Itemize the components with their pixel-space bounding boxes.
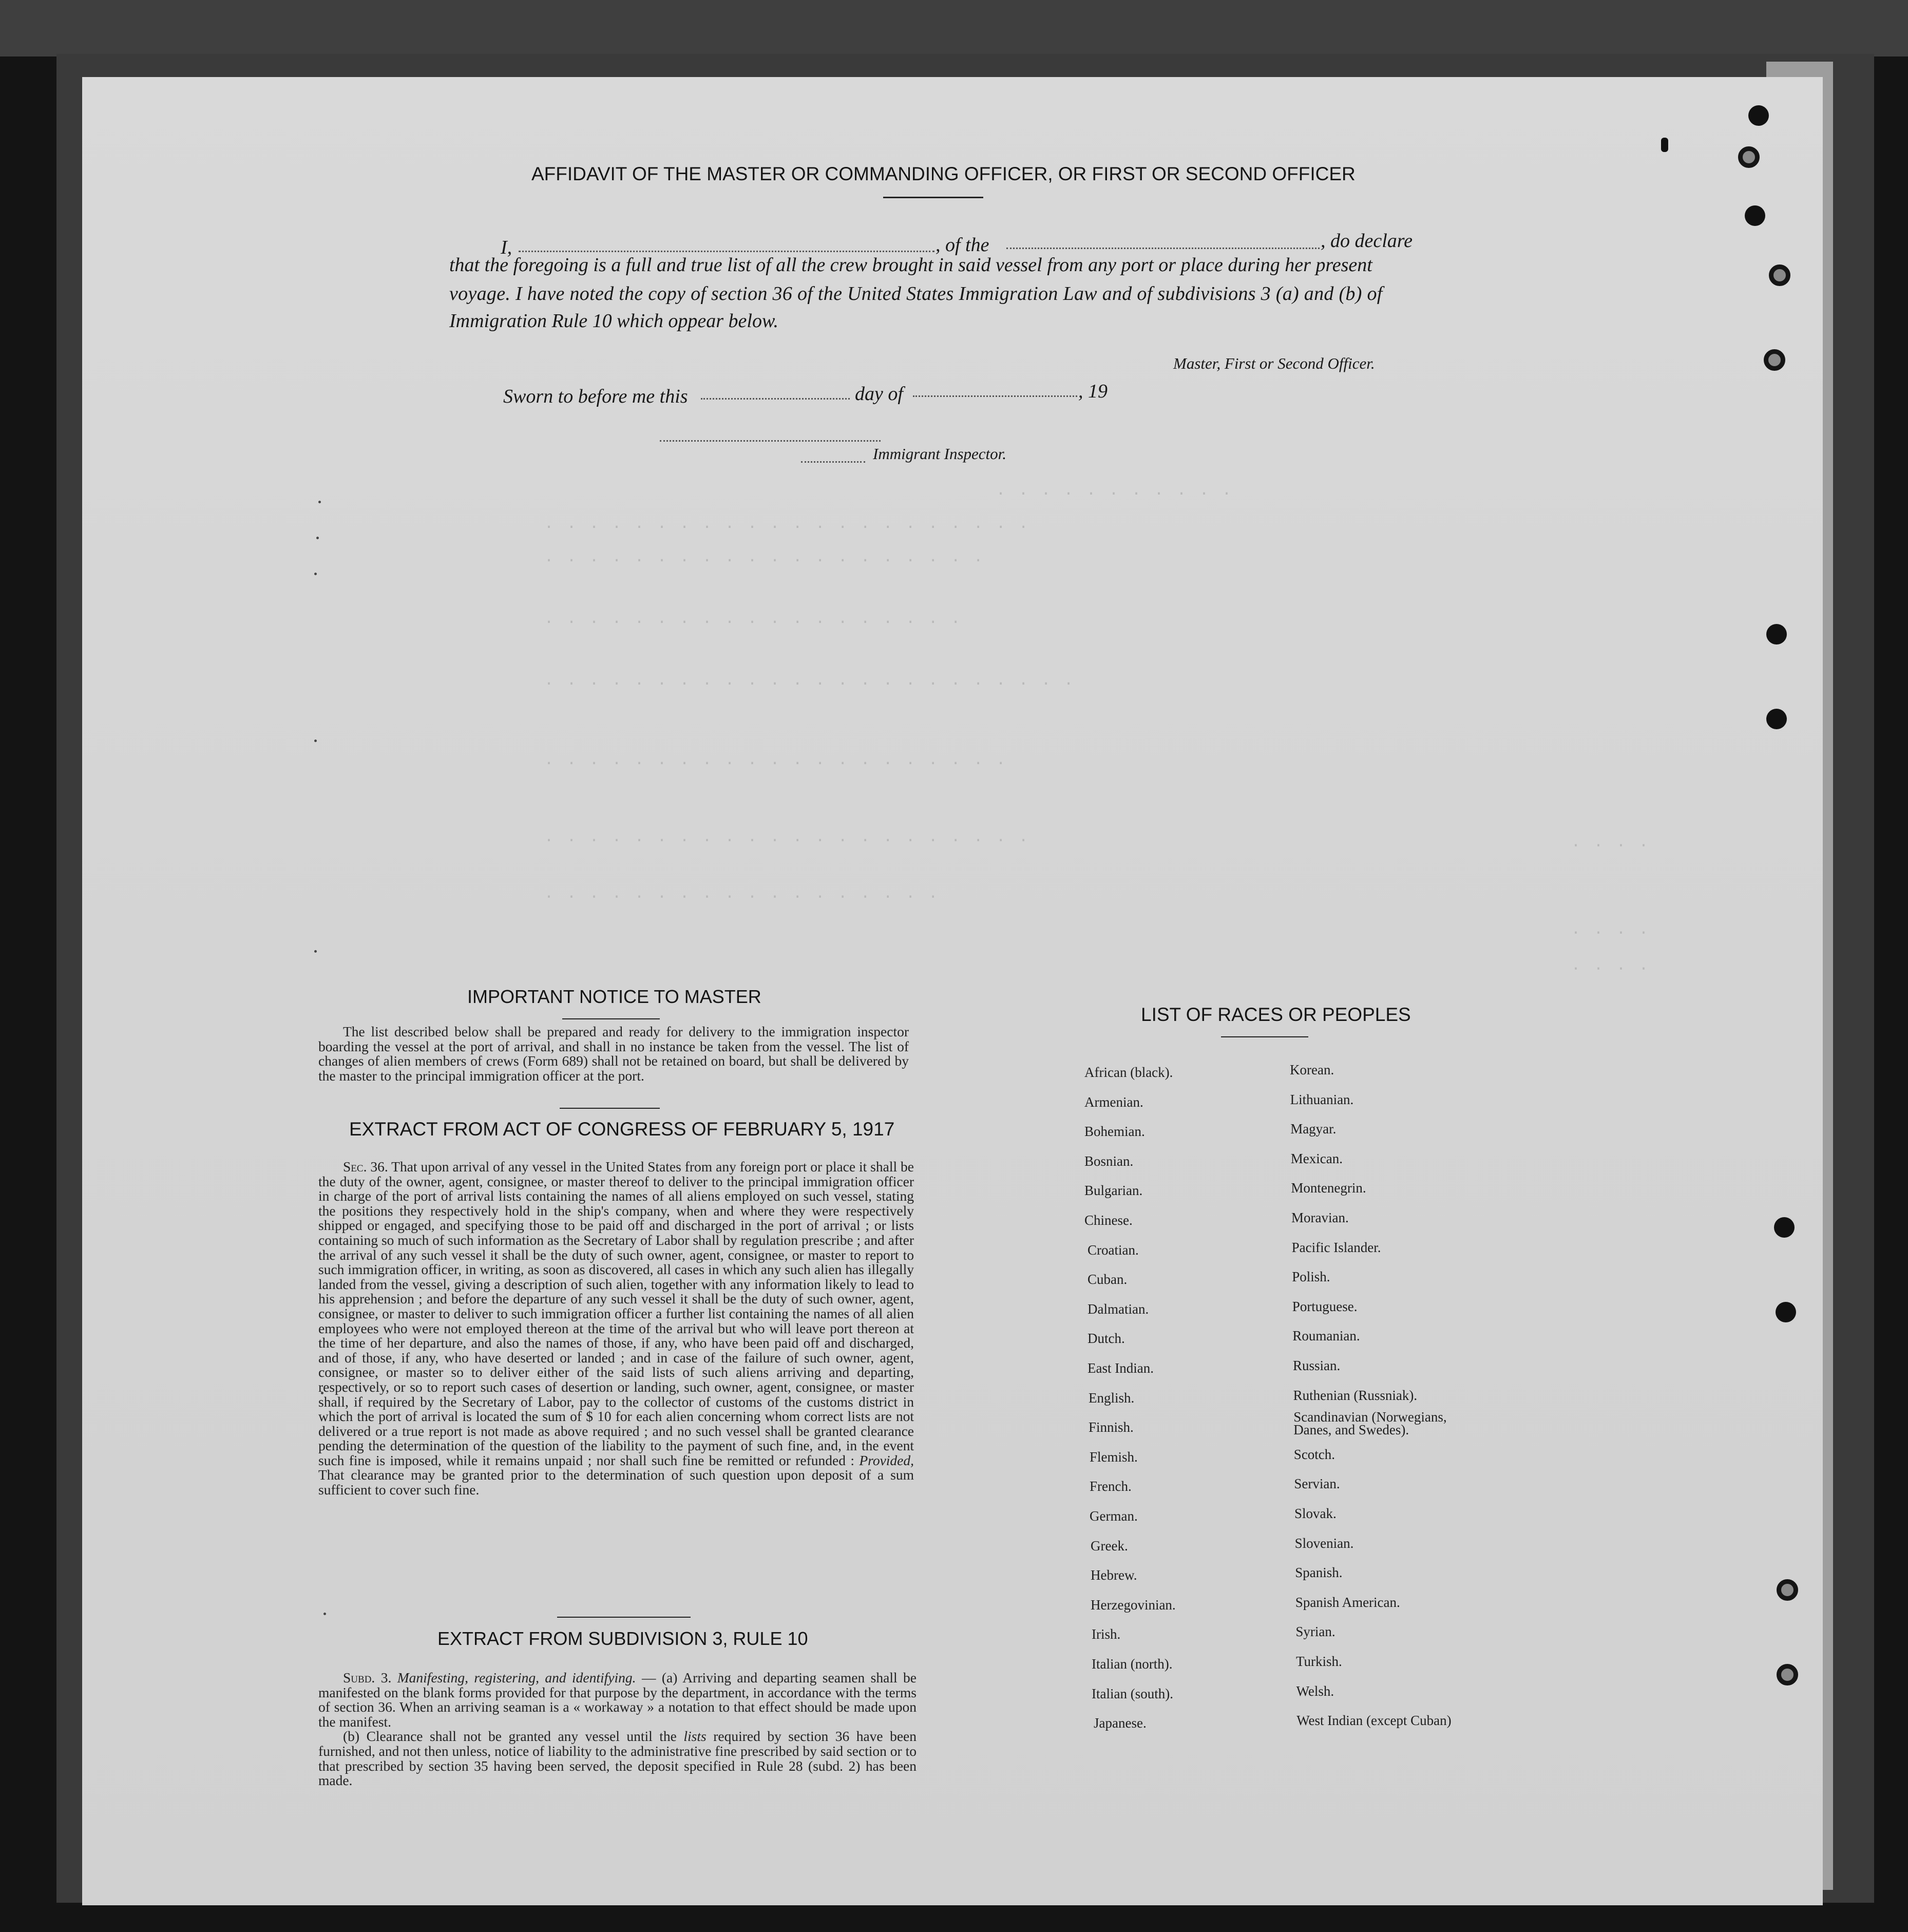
race-item: Flemish. [1090,1449,1138,1465]
act-text-a: That upon arrival of any vessel in the United States from any foreign port or place it shall be the duty of the owner, agent, consignee, or master thereof to deliver to the principal immigration officer in charge of the port of arrival lists containing the names of all aliens employed on such vessel, stating the positions they respectively hold in the ship's company, when and where they were respectively shipped or engaged, and specifying those to be paid off and discharged in the port of arrival ; or lists containing so much of such information as the Secretary of Labor shall by regulation prescribe ; and after the arrival of any such vessel it shall be the duty of such owner, agent, consignee, or master to report to such immigration officer, in writing, as soon as discovered, all cases in which any such alien has illegally landed from the vessel, giving a description of such alien, together with any information likely to lead to his apprehension ; and before the departure of any such vessel it shall be the duty of such owner, agent, consignee, or master to deliver to such immigration officer a further list containing the names of all alien employees who were not employed thereon at the time of the arrival but who will leave port thereon at the time of her departure, and also the names of those, if any, who have been paid off and discharged, and of those, if any, who have deserted or landed ; and in case of the failure of such owner, agent, consignee, or master so to deliver either of the said lists of such aliens arriving and departing, respectively, or so to report such cases of desertion or landing, such owner, agent, consignee, or master shall, if required by the Secretary of Labor, pay to the collector of customs of the customs district in which the port of arrival is located the sum of $ 10 for each alien concerning whom correct lists are not delivered or a true report is not made as above required ; and no such vessel shall be granted clearance pending the determination of the question of the liability to the payment of such fine, and, in the event such fine is imposed, while it remains unpaid ; nor shall such fine be remitted or refunded : [318,1159,914,1468]
race-item: Bohemian. [1084,1124,1145,1140]
race-item: Magyar. [1290,1121,1337,1137]
vessel-name-field[interactable] [1006,248,1320,249]
race-item: Italian (south). [1092,1685,1173,1701]
race-item: Dalmatian. [1087,1301,1149,1317]
race-item: German. [1090,1508,1138,1524]
race-item: Bulgarian. [1084,1183,1143,1199]
notice-title: IMPORTANT NOTICE TO MASTER [467,986,761,1007]
rule-title: EXTRACT FROM SUBDIVISION 3, RULE 10 [437,1628,808,1649]
sec-label: Sec. 36. [343,1159,388,1175]
race-item: Scotch. [1293,1446,1335,1462]
race-item: African (black). [1084,1065,1173,1080]
race-item: Spanish. [1295,1565,1343,1581]
race-item: Cuban. [1087,1272,1128,1287]
act-text-b: That clearance may be granted prior to the determination of such question upon deposit of a sum sufficient to cover such fine. [318,1467,914,1498]
day-of-text: day of [855,383,903,405]
affidavit-of-the: , of the [936,234,989,256]
race-item: Finnish. [1089,1419,1134,1435]
rule-paragraph-a [318,1671,917,1729]
title-underline [883,197,983,198]
race-item: Pacific Islander. [1291,1239,1381,1255]
race-item: Armenian. [1084,1094,1143,1110]
notice-divider [560,1108,660,1109]
race-item: Croatian. [1087,1242,1139,1258]
race-item: Montenegrin. [1291,1180,1366,1196]
race-item: Moravian. [1291,1210,1349,1225]
notice-paragraph: The list described below shall be prepared and ready for delivery to the immigration inspector boarding the vessel at the port of arrival, and shall in no instance be taken from the vessel. The list of changes of alien members of crews (Form 689) shall not be retained on board, but shall be delivered by the master to the principal immigration officer at the port. [318,1024,909,1084]
year-text: , 19 [1078,381,1108,402]
act-provided: Provided, [859,1452,914,1468]
notice-underline [562,1018,660,1019]
scan-speck [314,950,317,953]
race-item: French. [1090,1479,1132,1494]
officer-name-field[interactable] [519,251,934,252]
race-item: Ruthenian (Russniak). [1293,1387,1418,1403]
sworn-month-field[interactable] [913,395,1077,397]
scan-speck [314,573,317,575]
subd-label: Subd. 3. [343,1670,392,1685]
race-item: Irish. [1092,1626,1121,1642]
affidavit-line-4: Immigration Rule 10 which oppear below. [449,310,779,332]
race-item: Russian. [1293,1358,1341,1373]
race-item: Turkish. [1296,1654,1342,1669]
race-item: English. [1089,1390,1135,1406]
race-item: Hebrew. [1091,1567,1137,1583]
affidavit-declare: , do declare [1321,230,1413,252]
affidavit-line-2: that the foregoing is a full and true list of all the crew brought in said vessel from any port or place during her present [449,254,1372,276]
race-item: East Indian. [1087,1360,1154,1376]
race-item: Scandinavian (Norwegians, Danes, and Swedes). [1293,1409,1447,1438]
para-b-text-2: required by section 36 have been furnished, and not then unless, notice of liability to the administrative fine prescribed by said section or to that prescribed by section 35 having been served, the deposit specified in Rule 28 (subd. 2) has been made. [318,1728,917,1789]
race-item: Lithuanian. [1290,1091,1354,1107]
race-item: Japanese. [1094,1715,1147,1731]
races-underline [1221,1036,1308,1037]
para-b-text-1: Clearance shall not be granted any vessel until the [366,1728,677,1745]
act-text [318,1160,914,1498]
affidavit-i: I, [501,237,512,258]
inspector-signature-field[interactable] [660,440,881,442]
para-b-lists: lists [683,1728,707,1745]
act-paragraph [318,1160,914,1498]
race-item: Polish. [1292,1269,1330,1285]
notice-text [318,1025,909,1083]
document-page: · · · · · · · · · · · · · · · · · · · · · · · · · · · · · · · · · · · · · · · · · · · · · · · · · · · · · · · · · · · · · · · · · · · · · · · · · · · · · · · · · · · · · · · · · · · · · · · · · · · · · · · · · · · · · · · · · · · · · · · · · · · · · · · · · · · · · · · · · · · · · · · · · · · · · · · · · · · · · · · · · · · · · · · · · [82,77,1823,1905]
para-a-label: — (a) [641,1670,678,1685]
race-item: Bosnian. [1084,1153,1134,1169]
race-item: Welsh. [1296,1683,1334,1699]
inspector-signature-field-2[interactable] [801,461,865,463]
rule-text [318,1671,917,1788]
rule-paragraph-b [318,1729,917,1788]
affidavit-line-3: voyage. I have noted the copy of section 36 of the United States Immigration Law and of subdivisions 3 (a) and (b) of [449,283,1383,305]
race-item: Korean. [1290,1062,1334,1077]
master-signature-label: Master, First or Second Officer. [1173,354,1375,372]
subd-heading: Manifesting, registering, and identifying. [397,1670,636,1685]
scan-border [0,0,1908,56]
race-item: West Indian (except Cuban) [1296,1713,1452,1729]
race-item: Herzegovinian. [1091,1597,1176,1613]
race-item: Italian (north). [1092,1656,1173,1672]
scan-speck [314,740,317,742]
scan-speck [318,501,321,503]
sworn-text: Sworn to before me this [503,386,688,407]
inspector-label: Immigrant Inspector. [873,445,1007,463]
affidavit-title: AFFIDAVIT OF THE MASTER OR COMMANDING OFFICER, OR FIRST OR SECOND OFFICER [531,163,1356,184]
scan-speck [316,537,319,539]
para-a-text: Arriving and departing seamen shall be manifested on the blank forms provided for that purpose by the department, in accordance with the terms of section 36. When an arriving seaman is a « workaway » a notation to that effect should be made upon the manifest. [318,1670,917,1730]
act-title: EXTRACT FROM ACT OF CONGRESS OF FEBRUARY 5, 1917 [349,1119,895,1140]
races-title: LIST OF RACES OR PEOPLES [1141,1004,1411,1025]
race-item: Mexican. [1290,1150,1343,1166]
race-item: Syrian. [1295,1624,1335,1640]
race-item: Slovak. [1294,1506,1337,1521]
race-item: Greek. [1091,1538,1128,1554]
para-b-label: (b) [343,1728,360,1745]
race-item: Chinese. [1084,1213,1133,1228]
race-item: Roumanian. [1292,1328,1360,1344]
scan-speck [323,1613,326,1615]
sworn-day-field[interactable] [701,398,850,400]
race-item: Servian. [1294,1476,1340,1492]
race-item: Slovenian. [1294,1535,1354,1551]
race-item: Dutch. [1087,1331,1125,1347]
race-item: Portuguese. [1292,1298,1358,1314]
race-item: Spanish American. [1295,1594,1400,1610]
act-divider [557,1617,691,1618]
